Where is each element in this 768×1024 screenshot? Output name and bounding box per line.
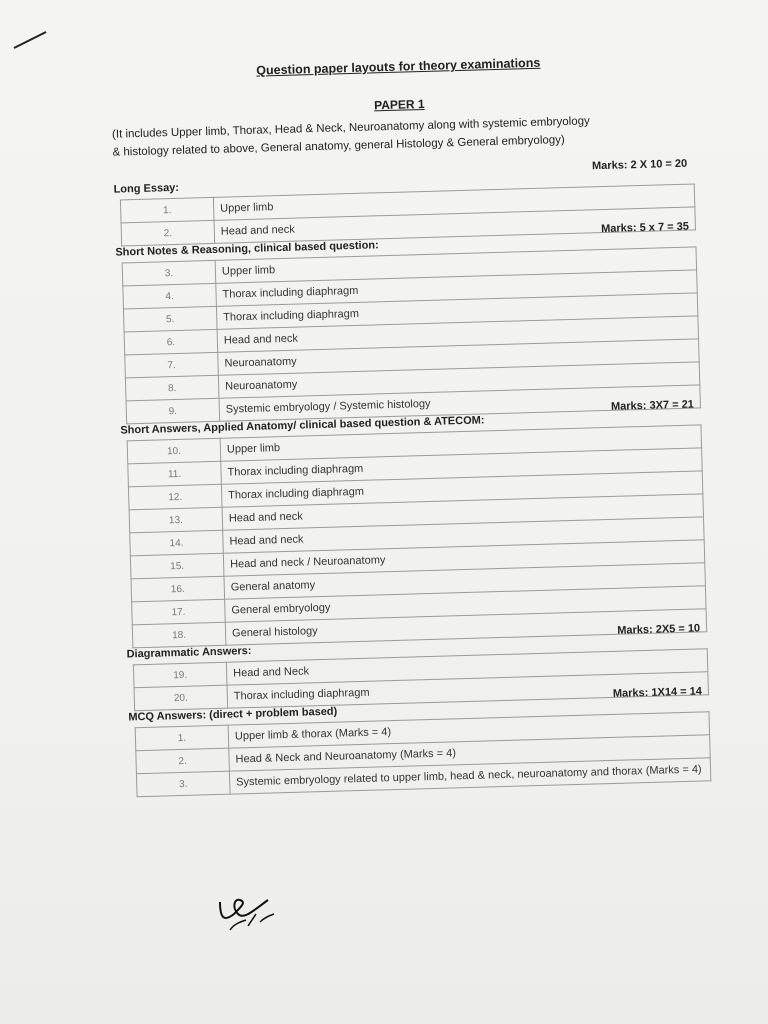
description-line-2: & histology related to above, General anatomy, general Histology & General embryology) <box>112 134 565 159</box>
question-topic: General histology <box>225 609 706 645</box>
section-marks: Marks: 2X5 = 10 <box>617 622 701 637</box>
description-line-1: (It includes Upper limb, Thorax, Head & Neck, Neuroanatomy along with systemic embryology <box>111 115 590 141</box>
section-marks: Marks: 2 X 10 = 20 <box>591 157 688 173</box>
question-number: 1. <box>120 197 214 223</box>
section-marks: Marks: 5 x 7 = 35 <box>600 220 690 236</box>
question-topic: Thorax including diaphragm <box>221 448 702 484</box>
section-table <box>122 246 701 424</box>
question-topic: Upper limb <box>213 184 694 220</box>
question-number: 4. <box>123 283 217 309</box>
question-paper-layout <box>100 43 716 797</box>
section-table <box>127 424 708 648</box>
question-number: 11. <box>128 461 222 487</box>
question-topic: Upper limb <box>220 425 701 461</box>
question-topic: Neuroanatomy <box>218 339 699 375</box>
question-topic: Head and neck / Neuroanatomy <box>223 540 704 576</box>
question-topic: Head & Neck and Neuroanatomy (Marks = 4) <box>229 735 710 771</box>
question-topic: Head and Neck <box>226 649 707 685</box>
question-topic: Systemic embryology / Systemic histology <box>219 385 700 421</box>
section-title: Long Essay: <box>113 181 180 196</box>
question-topic: Head and neck <box>223 517 704 553</box>
question-number: 12. <box>128 484 222 510</box>
question-number: 9. <box>126 398 220 424</box>
question-number: 17. <box>132 599 226 625</box>
question-number: 13. <box>129 507 223 533</box>
question-number: 15. <box>130 553 224 579</box>
paper-heading: PAPER 1 <box>373 96 425 113</box>
question-number: 16. <box>131 576 225 602</box>
section-marks: Marks: 1X14 = 14 <box>612 685 703 700</box>
question-topic: Systemic embryology related to upper limb, head & neck, neuroanatomy and thorax (Marks = 4) <box>229 758 710 794</box>
question-number: 14. <box>130 530 224 556</box>
signature-initials-icon <box>212 892 282 934</box>
question-number: 1. <box>135 725 229 751</box>
tick-mark-icon <box>12 26 52 50</box>
question-topic: General anatomy <box>224 563 705 599</box>
document-title: Question paper layouts for theory examinations <box>256 55 541 78</box>
question-topic: Thorax including diaphragm <box>227 672 708 708</box>
question-topic: Head and neck <box>222 494 703 530</box>
question-number: 8. <box>125 375 219 401</box>
section-title: Diagrammatic Answers: <box>126 645 252 661</box>
question-topic: General embryology <box>225 586 706 622</box>
question-topic: Upper limb & thorax (Marks = 4) <box>228 712 709 748</box>
question-topic: Head and neck <box>217 316 698 352</box>
question-topic: Head and neck <box>214 207 695 243</box>
question-topic: Upper limb <box>215 247 696 283</box>
question-number: 2. <box>136 748 230 774</box>
question-number: 3. <box>136 771 230 797</box>
question-number: 5. <box>123 306 217 332</box>
question-number: 3. <box>122 260 216 286</box>
question-topic: Neuroanatomy <box>218 362 699 398</box>
question-number: 10. <box>127 438 221 464</box>
section-title: Short Notes & Reasoning, clinical based question: <box>115 239 379 259</box>
section-2 <box>115 220 706 424</box>
question-number: 19. <box>133 662 227 688</box>
section-title: Short Answers, Applied Anatomy/ clinical based question & ATECOM: <box>120 414 485 437</box>
section-marks: Marks: 3X7 = 21 <box>610 398 695 413</box>
question-number: 18. <box>132 622 226 648</box>
question-topic: Thorax including diaphragm <box>216 270 697 306</box>
section-title: MCQ Answers: (direct + problem based) <box>128 705 338 724</box>
question-topic: Thorax including diaphragm <box>216 293 697 329</box>
question-number: 6. <box>124 329 218 355</box>
question-topic: Thorax including diaphragm <box>221 471 702 507</box>
question-number: 7. <box>125 352 219 378</box>
sections-container <box>103 157 716 797</box>
question-number: 20. <box>134 685 228 711</box>
question-number: 2. <box>121 220 215 246</box>
